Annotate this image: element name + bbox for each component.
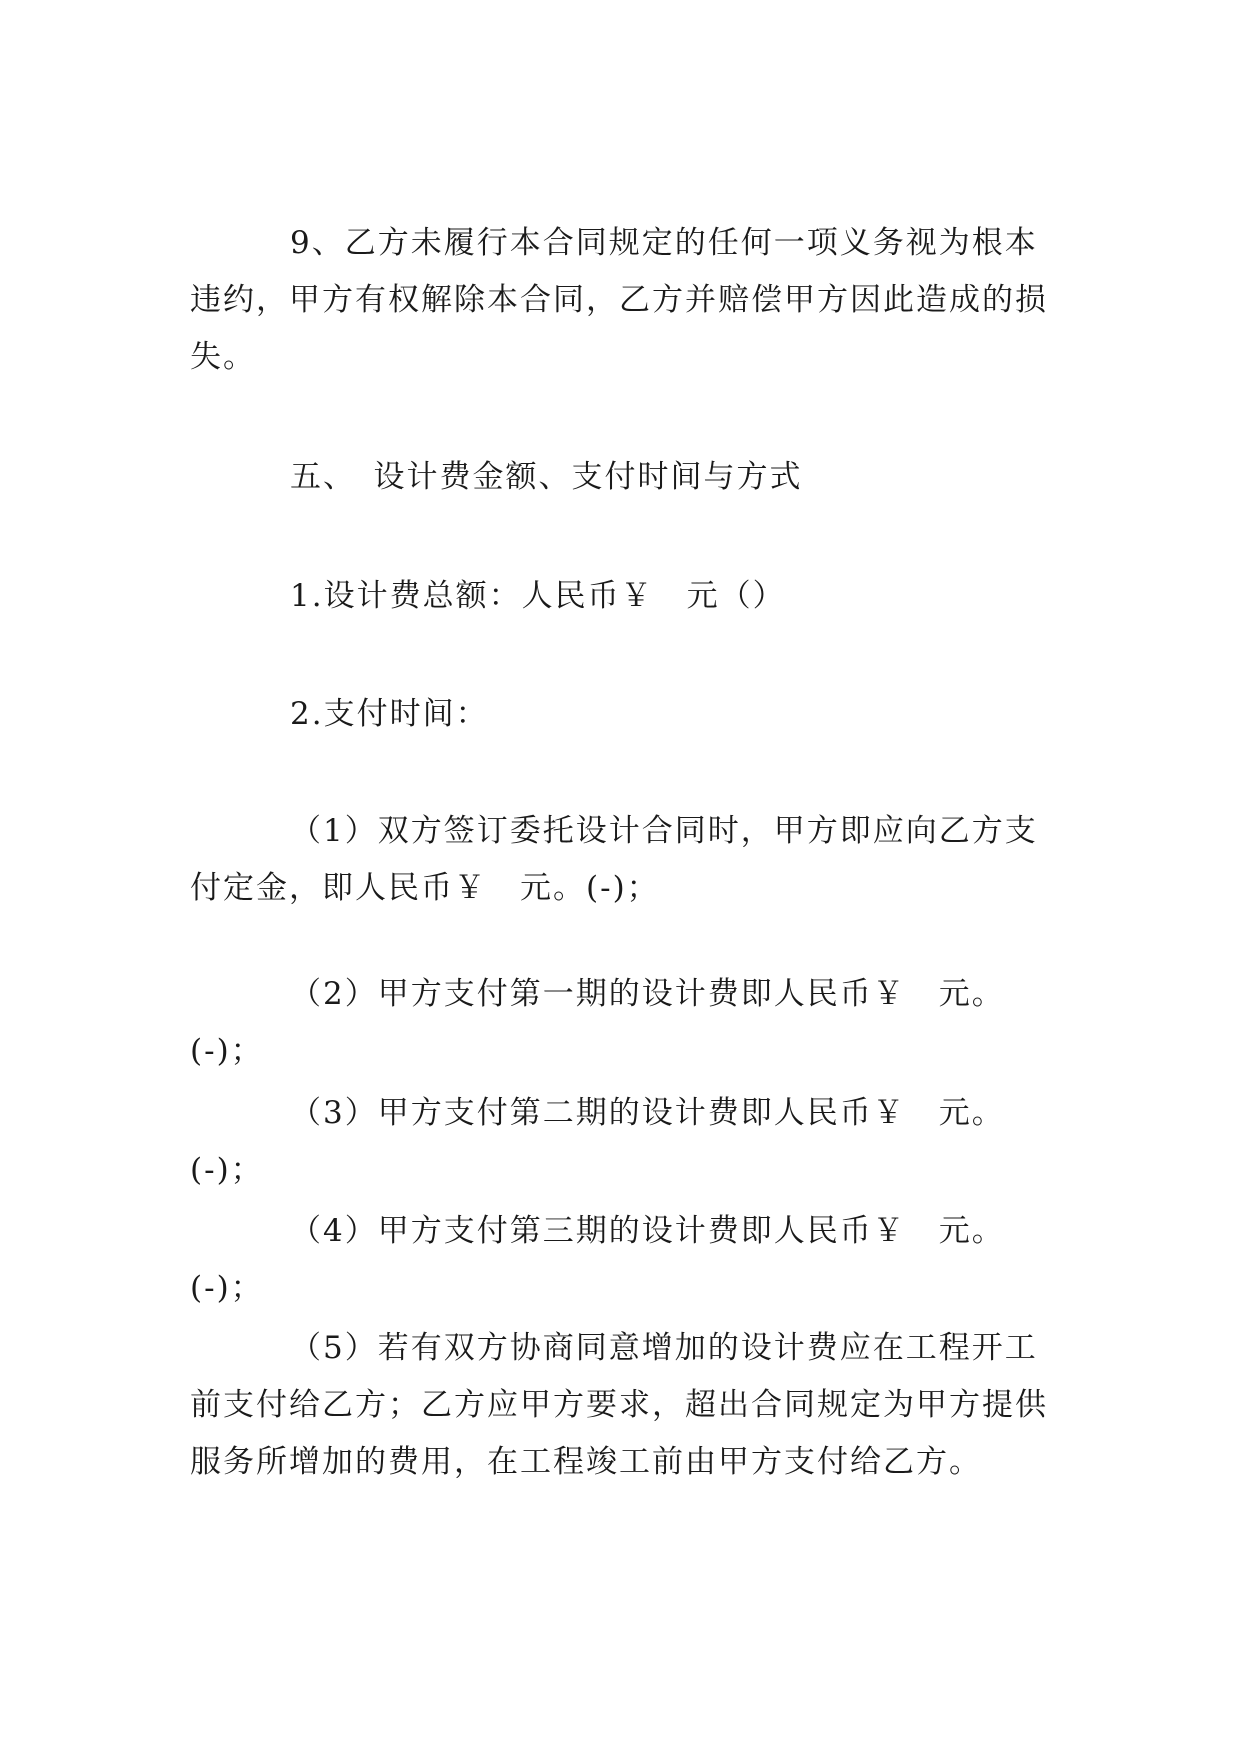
payment-time-heading: 2.支付时间： bbox=[290, 696, 489, 732]
payment-item-4-third-phase: （4）甲方支付第三期的设计费即人民币￥ 元。(-)； bbox=[190, 1213, 1005, 1306]
payment-item-2-first-phase: （2）甲方支付第一期的设计费即人民币￥ 元。(-)； bbox=[190, 976, 1005, 1069]
payment-item-3-second-phase: （3）甲方支付第二期的设计费即人民币￥ 元。(-)； bbox=[190, 1095, 1005, 1188]
payment-item-1-deposit: （1）双方签订委托设计合同时，甲方即应向乙方支付定金，即人民币￥ 元。(-)； bbox=[190, 813, 1038, 906]
clause-9-breach: 9、乙方未履行本合同规定的任何一项义务视为根本违约，甲方有权解除本合同，乙方并赔偿甲方因此造成的损失。 bbox=[190, 225, 1048, 375]
design-fee-total: 1.设计费总额：人民币￥ 元（） bbox=[290, 578, 786, 614]
section-5-heading: 五、 设计费金额、支付时间与方式 bbox=[290, 459, 803, 495]
payment-item-5-additional-fees: （5）若有双方协商同意增加的设计费应在工程开工前支付给乙方；乙方应甲方要求，超出合同规定为甲方提供服务所增加的费用，在工程竣工前由甲方支付给乙方。 bbox=[190, 1330, 1048, 1480]
